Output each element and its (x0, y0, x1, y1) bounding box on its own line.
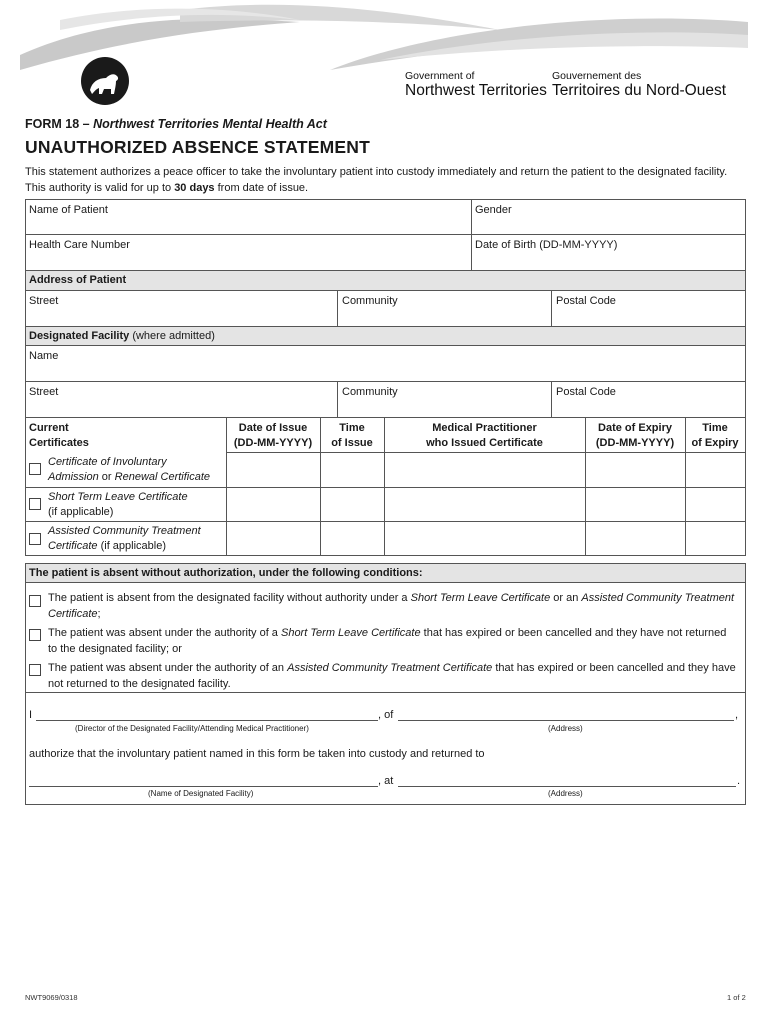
page-number: 1 of 2 (727, 993, 746, 1002)
date-of-birth-field[interactable] (472, 235, 745, 269)
facility-name-label: Name (29, 350, 59, 362)
condition-1-checkbox[interactable] (29, 595, 41, 607)
gender-label: Gender (475, 204, 512, 216)
col-current-certificates: Current Certificates (29, 422, 89, 449)
gender-field[interactable] (472, 200, 745, 234)
gnwt-logo (80, 56, 130, 106)
intro-text: This statement authorizes a peace officer to take the involuntary patient into custody immediately and return the patient to the designated facility. This authority is valid for up to 30 days from date of issue. (25, 166, 728, 194)
designated-facility-heading: Designated Facility (where admitted) (29, 330, 215, 342)
col-date-of-issue: Date of Issue (DD-MM-YYYY) (233, 422, 313, 449)
name-of-patient-label: Name of Patient (29, 204, 108, 216)
patient-community-label: Community (342, 295, 398, 307)
col-time-of-issue: Time of Issue (331, 422, 373, 449)
director-caption: (Director of the Designated Facility/Attending Medical Practitioner) (75, 724, 309, 733)
end-comma: , (735, 709, 739, 721)
short-term-leave-label: Short Term Leave Certificate (if applicable) (48, 491, 188, 518)
certificate-involuntary-label: Certificate of Involuntary Admission or Renewal Certificate (48, 456, 211, 483)
condition-1-text: The patient is absent from the designated facility without authority under a Short Term Leave Certificate or an Assisted Community Treatment Certificate; (48, 592, 735, 620)
assisted-community-checkbox[interactable] (29, 533, 41, 545)
director-name-field[interactable] (36, 706, 378, 720)
short-term-leave-checkbox[interactable] (29, 498, 41, 510)
facility-name-line-field[interactable] (29, 772, 378, 786)
facility-street-label: Street (29, 386, 59, 398)
patient-street-label: Street (29, 295, 59, 307)
col-date-of-expiry: Date of Expiry (DD-MM-YYYY) (595, 422, 675, 449)
facility-address-line-field[interactable] (398, 772, 736, 786)
end-period: . (737, 775, 741, 787)
condition-3-checkbox[interactable] (29, 664, 41, 676)
assisted-community-label: Assisted Community Treatment Certificate (if applicable) (48, 525, 201, 552)
certificate-involuntary-checkbox[interactable] (29, 463, 41, 475)
col-time-of-expiry: Time of Expiry (691, 422, 739, 449)
gov-fr-small: Gouvernement des (552, 70, 642, 82)
address-of-patient-heading: Address of Patient (29, 274, 127, 286)
page-title: UNAUTHORIZED ABSENCE STATEMENT (25, 137, 370, 157)
i-label: I (29, 709, 33, 721)
patient-street-field[interactable] (26, 291, 336, 325)
condition-3-text: The patient was absent under the authority of an Assisted Community Treatment Certificate that has expired or been cancelled and they have not returned to the designated facility. (48, 662, 736, 690)
facility-caption: (Name of Designated Facility) (148, 789, 254, 798)
facility-community-field[interactable] (338, 382, 550, 416)
health-care-number-label: Health Care Number (29, 239, 130, 251)
address-caption: (Address) (548, 724, 583, 733)
condition-2-checkbox[interactable] (29, 629, 41, 641)
patient-postal-code-field[interactable] (552, 291, 745, 325)
polar-bear-icon (80, 56, 130, 106)
col-medical-practitioner: Medical Practitioner who Issued Certificate (426, 422, 543, 449)
facility-postal-code-label: Postal Code (556, 386, 616, 398)
name-of-patient-field[interactable] (26, 200, 470, 234)
condition-2-text: The patient was absent under the authority of a Short Term Leave Certificate that has expired or been cancelled and they have not returned to the designated facility; or (48, 627, 727, 655)
gov-fr-big: Territoires du Nord-Ouest (552, 82, 727, 99)
director-address-field[interactable] (398, 706, 734, 720)
form-label: FORM 18 – Northwest Territories Mental Health Act (25, 117, 327, 131)
authorization-statement: authorize that the involuntary patient named in this form be taken into custody and returned to (29, 748, 485, 760)
facility-name-field[interactable] (26, 346, 745, 380)
form-code: NWT9069/0318 (25, 993, 78, 1002)
patient-community-field[interactable] (338, 291, 550, 325)
conditions-heading: The patient is absent without authorization, under the following conditions: (29, 567, 423, 579)
of-label: , of (378, 709, 394, 721)
date-of-birth-label: Date of Birth (DD-MM-YYYY) (475, 239, 618, 251)
address-caption-2: (Address) (548, 789, 583, 798)
health-care-number-field[interactable] (26, 235, 470, 269)
patient-postal-code-label: Postal Code (556, 295, 616, 307)
gov-en-big: Northwest Territories (405, 82, 547, 99)
facility-community-label: Community (342, 386, 398, 398)
gov-en-small: Government of (405, 70, 475, 82)
facility-street-field[interactable] (26, 382, 336, 416)
facility-postal-code-field[interactable] (552, 382, 745, 416)
at-label: , at (378, 775, 394, 787)
